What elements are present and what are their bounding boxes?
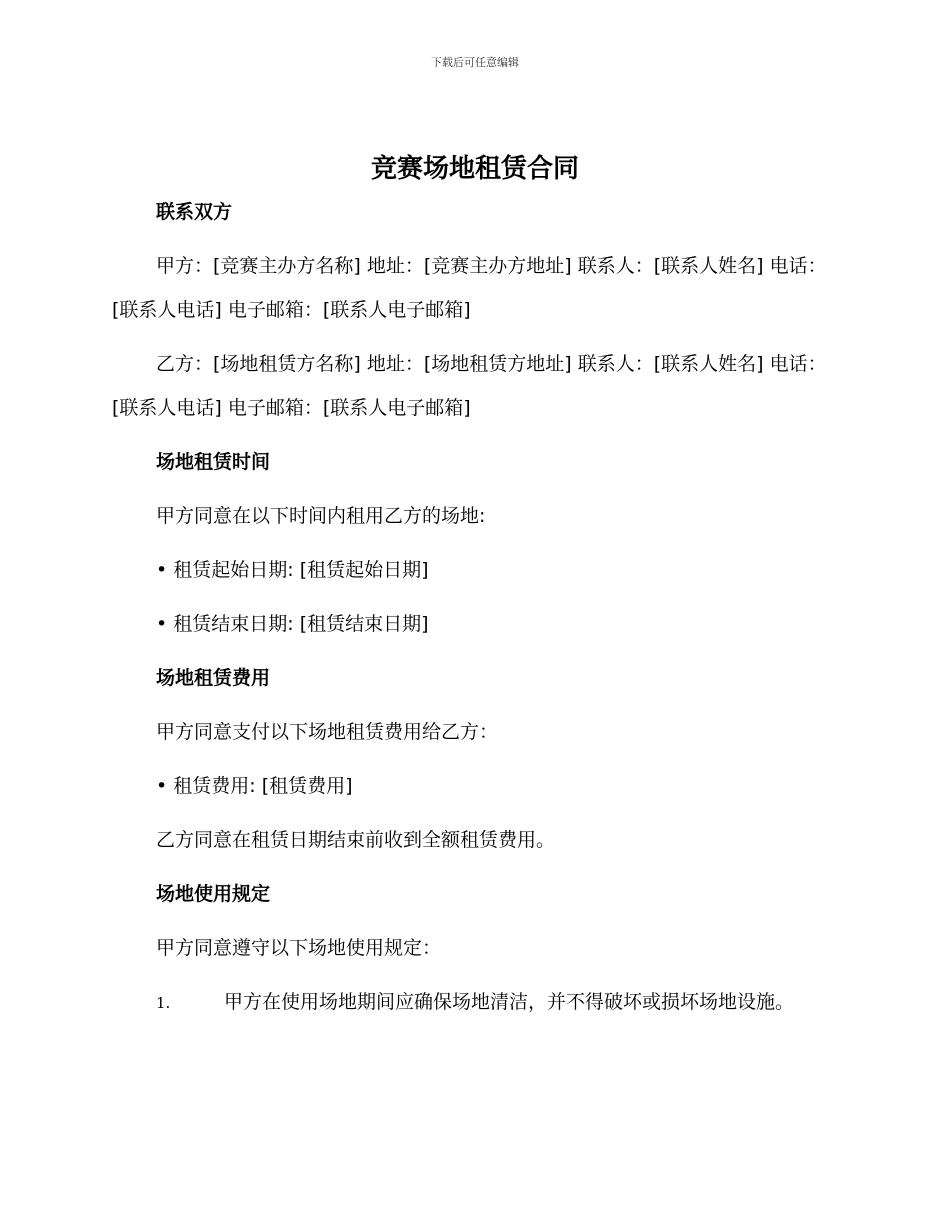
- document-title: 竞赛场地租赁合同: [370, 154, 579, 184]
- time-intro: 甲方同意在以下时间内租用乙方的场地:: [156, 505, 486, 527]
- list-item-fee-amount: • 租赁费用: [租赁费用]: [156, 775, 353, 797]
- party-b-paragraph: 乙方：[场地租赁方名称] 地址：[场地租赁方地址] 联系人：[联系人姓名] 电话：[联系人电话] 电子邮箱：[联系人电子邮箱]: [112, 353, 827, 419]
- header-note: 下载后可任意编辑: [431, 56, 519, 69]
- rule-item-1-text: 甲方在使用场地期间应确保场地清洁，并不得破坏或损坏场地设施。: [224, 991, 795, 1013]
- rules-intro: 甲方同意遵守以下场地使用规定：: [156, 937, 442, 959]
- rule-item-1: [112, 980, 834, 1025]
- list-item-start-date: • 租赁起始日期: [租赁起始日期]: [156, 559, 429, 581]
- section-heading-parties: 联系双方: [156, 201, 233, 223]
- fee-note: 乙方同意在租赁日期结束前收到全额租赁费用。: [156, 829, 556, 851]
- party-a-paragraph: 甲方：[竞赛主办方名称] 地址：[竞赛主办方地址] 联系人：[联系人姓名] 电话：[联系人电话] 电子邮箱：[联系人电子邮箱]: [112, 255, 827, 321]
- rule-item-1-number: 1.: [156, 994, 171, 1012]
- section-heading-fee: 场地租赁费用: [156, 667, 271, 689]
- section-heading-rules: 场地使用规定: [156, 883, 271, 905]
- fee-intro: 甲方同意支付以下场地租赁费用给乙方：: [156, 721, 499, 743]
- section-heading-time: 场地租赁时间: [156, 451, 271, 473]
- document-body: [112, 190, 834, 1025]
- list-item-end-date: • 租赁结束日期: [租赁结束日期]: [156, 613, 429, 635]
